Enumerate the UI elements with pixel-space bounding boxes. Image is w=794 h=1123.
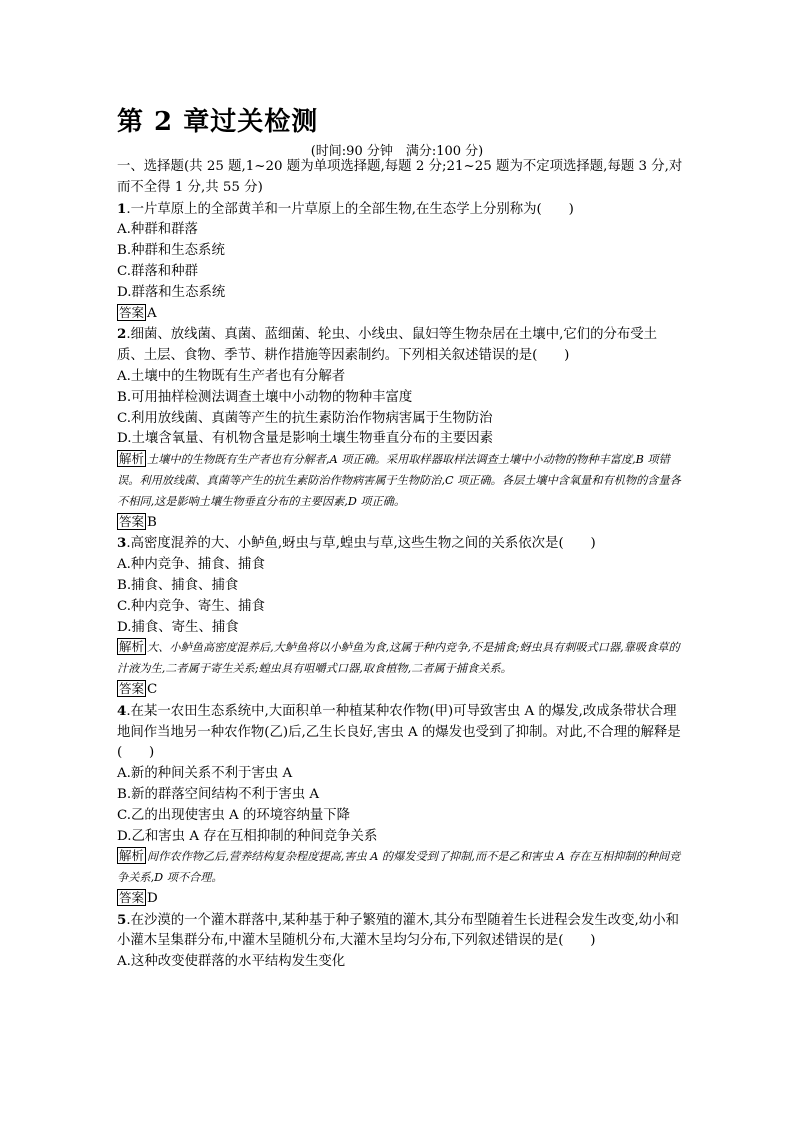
question-stem bbox=[117, 701, 683, 764]
explanation bbox=[117, 450, 683, 512]
option-c: C.群落和种群 bbox=[117, 263, 198, 279]
answer-line bbox=[117, 304, 683, 325]
answer-line bbox=[117, 680, 683, 701]
question-text: .在某一农田生态系统中,大面积单一种植某种农作物(甲)可导致害虫 A 的爆发,改成条带状合理地间作当地另一种农作物(乙)后,乙生长良好,害虫 A 的爆发也受到了抑制。对此,不合理的解释是( ) bbox=[117, 703, 681, 761]
question-stem bbox=[117, 199, 683, 221]
question-1 bbox=[117, 199, 683, 325]
answer-line bbox=[117, 889, 683, 910]
section-heading: 一、选择题(共 25 题,1~20 题为单项选择题,每题 2 分;21~25 题为不定项选择题,每题 3 分,对而不全得 1 分,共 55 分) bbox=[117, 159, 683, 195]
question-number: 4 bbox=[117, 702, 127, 719]
explanation-tag: 解析 bbox=[119, 848, 145, 864]
option-a: A.新的种间关系不利于害虫 A bbox=[117, 766, 293, 782]
option-d: D.捕食、寄生、捕食 bbox=[117, 619, 239, 635]
question-stem bbox=[117, 324, 683, 367]
option-a: A.这种改变使群落的水平结构发生变化 bbox=[117, 954, 346, 970]
explanation bbox=[117, 638, 683, 680]
content bbox=[117, 157, 683, 973]
exam-meta: (时间:90 分钟 满分:100 分) bbox=[310, 144, 484, 159]
question-number: 1 bbox=[117, 200, 127, 217]
question-number: 5 bbox=[117, 911, 127, 928]
explanation-tag: 解析 bbox=[119, 451, 145, 467]
answer-value: A bbox=[147, 305, 157, 321]
answer-value: D bbox=[147, 890, 158, 906]
question-text: .细菌、放线菌、真菌、蓝细菌、轮虫、小线虫、鼠妇等生物杂居在土壤中,它们的分布受土质、土层、食物、季节、耕作措施等因素制约。下列相关叙述错误的是( ) bbox=[117, 327, 658, 364]
question-text: .高密度混养的大、小鲈鱼,蚜虫与草,蝗虫与草,这些生物之间的关系依次是( ) bbox=[126, 536, 596, 552]
answer-tag: 答案 bbox=[119, 889, 145, 905]
option-d: D.群落和生态系统 bbox=[117, 284, 226, 300]
option-a: A.种内竞争、捕食、捕食 bbox=[117, 557, 265, 573]
explanation bbox=[117, 847, 683, 889]
question-stem bbox=[117, 910, 683, 953]
answer-value: C bbox=[147, 681, 158, 697]
option-d: D.乙和害虫 A 存在互相抑制的种间竞争关系 bbox=[117, 828, 378, 844]
option-d: D.土壤含氧量、有机物含量是影响土壤生物垂直分布的主要因素 bbox=[117, 431, 494, 447]
question-text: .在沙漠的一个灌木群落中,某种基于种子繁殖的灌木,其分布型随着生长进程会发生改变,幼小和小灌木呈集群分布,中灌木呈随机分布,大灌木呈均匀分布,下列叙述错误的是( ) bbox=[117, 912, 679, 949]
option-b: B.种群和生态系统 bbox=[117, 243, 225, 259]
option-b: B.捕食、捕食、捕食 bbox=[117, 577, 239, 593]
answer-tag: 答案 bbox=[119, 513, 145, 529]
option-c: C.乙的出现使害虫 A 的环境容纳量下降 bbox=[117, 807, 351, 823]
explanation-text: 间作农作物乙后,营养结构复杂程度提高,害虫 A 的爆发受到了抑制,而不是乙和害虫 A 存在互相抑制的种间竞争关系,D 项不合理。 bbox=[117, 850, 681, 885]
option-a: A.种群和群落 bbox=[117, 222, 198, 238]
question-number: 2 bbox=[117, 326, 127, 343]
question-3 bbox=[117, 533, 683, 700]
option-b: B.可用抽样检测法调查土壤中小动物的物种丰富度 bbox=[117, 389, 413, 405]
question-4 bbox=[117, 701, 683, 910]
question-text: .一片草原上的全部黄羊和一片草原上的全部生物,在生态学上分别称为( ) bbox=[126, 201, 574, 217]
question-5 bbox=[117, 910, 683, 973]
question-stem bbox=[117, 533, 683, 555]
answer-value: B bbox=[147, 514, 157, 530]
page-title: 第 2 章过关检测 bbox=[117, 107, 319, 137]
option-c: C.利用放线菌、真菌等产生的抗生素防治作物病害属于生物防治 bbox=[117, 410, 493, 426]
answer-tag: 答案 bbox=[119, 680, 145, 696]
answer-tag: 答案 bbox=[119, 304, 145, 320]
option-a: A.土壤中的生物既有生产者也有分解者 bbox=[117, 368, 346, 384]
option-c: C.种内竞争、寄生、捕食 bbox=[117, 598, 265, 614]
explanation-tag: 解析 bbox=[119, 639, 145, 655]
explanation-text: 土壤中的生物既有生产者也有分解者,A 项正确。采用取样器取样法调查土壤中小动物的物种丰富度,B 项错误。利用放线菌、真菌等产生的抗生素防治作物病害属于生物防治,C 项正确。各层土壤中含氧量和有机物的含量各不相同,这是影响土壤生物垂直分布的主要因素,D 项正确。 bbox=[117, 453, 681, 508]
answer-line bbox=[117, 513, 683, 534]
option-b: B.新的群落空间结构不利于害虫 A bbox=[117, 786, 320, 802]
question-number: 3 bbox=[117, 535, 127, 552]
question-2 bbox=[117, 324, 683, 533]
explanation-text: 大、小鲈鱼高密度混养后,大鲈鱼将以小鲈鱼为食,这属于种内竞争,不是捕食;蚜虫具有刺吸式口器,靠吸食草的汁液为生,二者属于寄生关系;蝗虫具有咀嚼式口器,取食植物,二者属于捕食关系。 bbox=[117, 641, 680, 676]
